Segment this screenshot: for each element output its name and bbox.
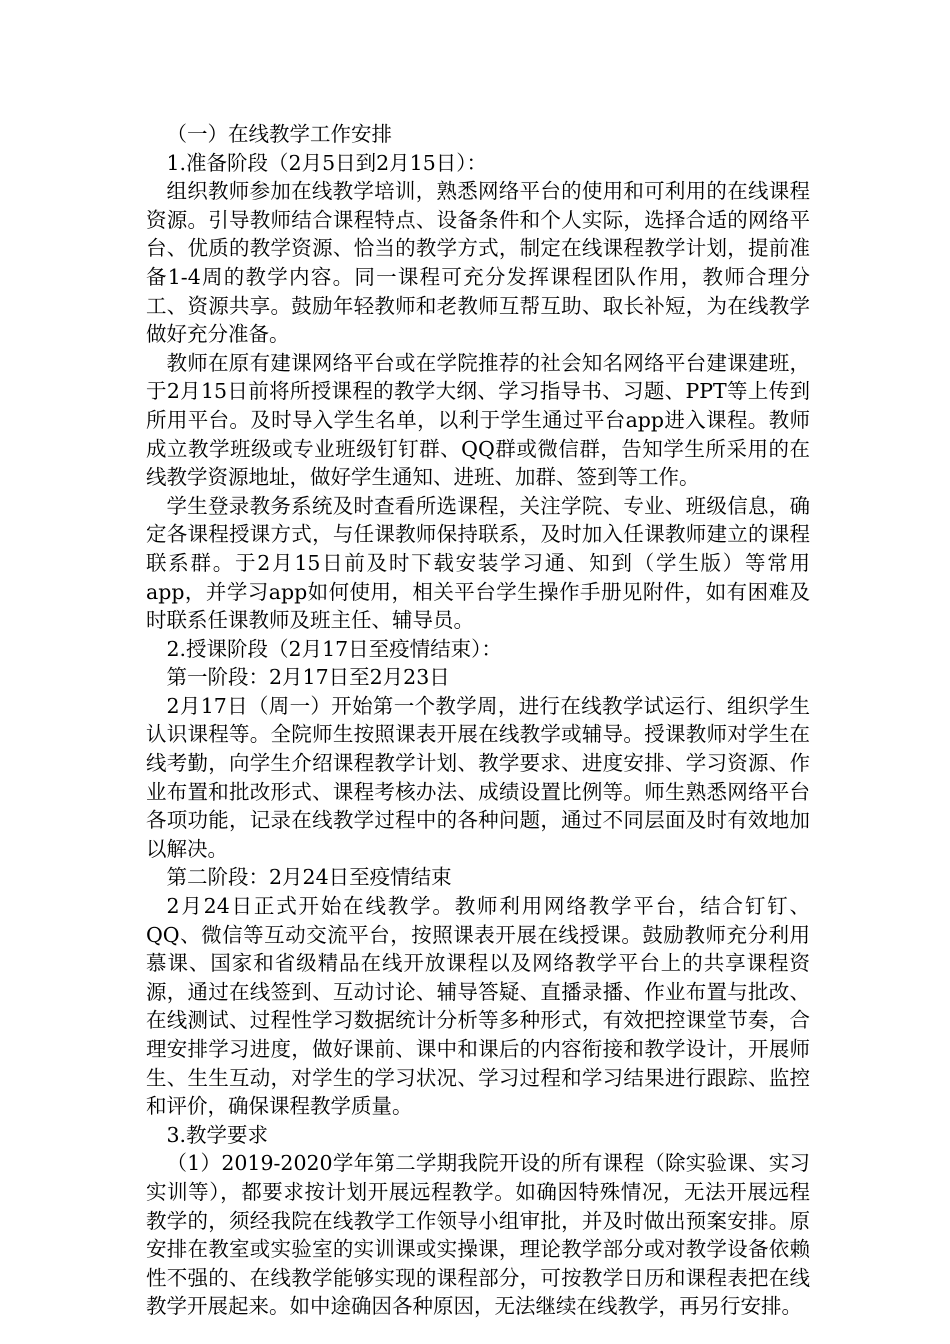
paragraph-student-preparation: 学生登录教务系统及时查看所选课程，关注学院、专业、班级信息，确定各课程授课方式，与任课教师保持联系，及时加入任课教师建立的课程联系群。于2月15日前及时下载安装学习通、知到（学生版）等常用app，并学习app如何使用，相关平台学生操作手册见附件，如有困难及时联系任课教师及班主任、辅导员。 [146, 493, 810, 633]
stage-heading-teaching: 2.授课阶段（2月17日至疫情结束）： [166, 636, 502, 661]
document-body [146, 120, 810, 1321]
stage-heading-preparation: 1.准备阶段（2月5日到2月15日）： [166, 150, 488, 175]
paragraph-phase-one: 2月17日（周一）开始第一个教学周，进行在线教学试运行、组织学生认识课程等。全院师生按照课表开展在线教学或辅导。授课教师对学生在线考勤，向学生介绍课程教学计划、教学要求、进度安排、学习资源、作业布置和批改形式、课程考核办法、成绩设置比例等。师生熟悉网络平台各项功能，记录在线教学过程中的各种问题，通过不同层面及时有效地加以解决。 [146, 693, 810, 861]
paragraph-course-setup: 教师在原有建课网络平台或在学院推荐的社会知名网络平台建课建班，于2月15日前将所授课程的教学大纲、学习指导书、习题、PPT等上传到所用平台。及时导入学生名单，以利于学生通过平台app进入课程。教师成立教学班级或专业班级钉钉群、QQ群或微信群，告知学生所采用的在线教学资源地址，做好学生通知、进班、加群、签到等工作。 [146, 350, 810, 490]
paragraph-phase-two: 2月24日正式开始在线教学。教师利用网络教学平台，结合钉钉、QQ、微信等互动交流平台，按照课表开展在线授课。鼓励教师充分利用慕课、国家和省级精品在线开放课程以及网络教学平台上的共享课程资源，通过在线签到、互动讨论、辅导答疑、直播录播、作业布置与批改、在线测试、过程性学习数据统计分析等多种形式，有效把控课堂节奏，合理安排学习进度，做好课前、课中和课后的内容衔接和教学设计，开展师生、生生互动，对学生的学习状况、学习过程和学习结果进行跟踪、监控和评价，确保课程教学质量。 [146, 894, 810, 1119]
paragraph-requirement-1: （1）2019-2020学年第二学期我院开设的所有课程（除实验课、实习实训等），都要求按计划开展远程教学。如确因特殊情况，无法开展远程教学的，须经我院在线教学工作领导小组审批，并及时做出预案安排。原安排在教室或实验室的实训课或实操课，理论教学部分或对教学设备依赖性不强的、在线教学能够实现的课程部分，可按教学日历和课程表把在线教学开展起来。如中途确因各种原因，无法继续在线教学，再另行安排。 [146, 1151, 810, 1319]
requirements-heading: 3.教学要求 [166, 1122, 269, 1147]
phase-two-heading: 第二阶段：2月24日至疫情结束 [166, 865, 452, 890]
section-heading: （一）在线教学工作安排 [166, 122, 392, 146]
paragraph-teacher-training: 组织教师参加在线教学培训，熟悉网络平台的使用和可利用的在线课程资源。引导教师结合课程特点、设备条件和个人实际，选择合适的网络平台、优质的教学资源、恰当的教学方式，制定在线课程教学计划，提前准备1-4周的教学内容。同一课程可充分发挥课程团队作用，教师合理分工、资源共享。鼓励年轻教师和老教师互帮互助、取长补短，为在线教学做好充分准备。 [146, 179, 810, 347]
phase-one-heading: 第一阶段：2月17日至2月23日 [166, 665, 450, 690]
